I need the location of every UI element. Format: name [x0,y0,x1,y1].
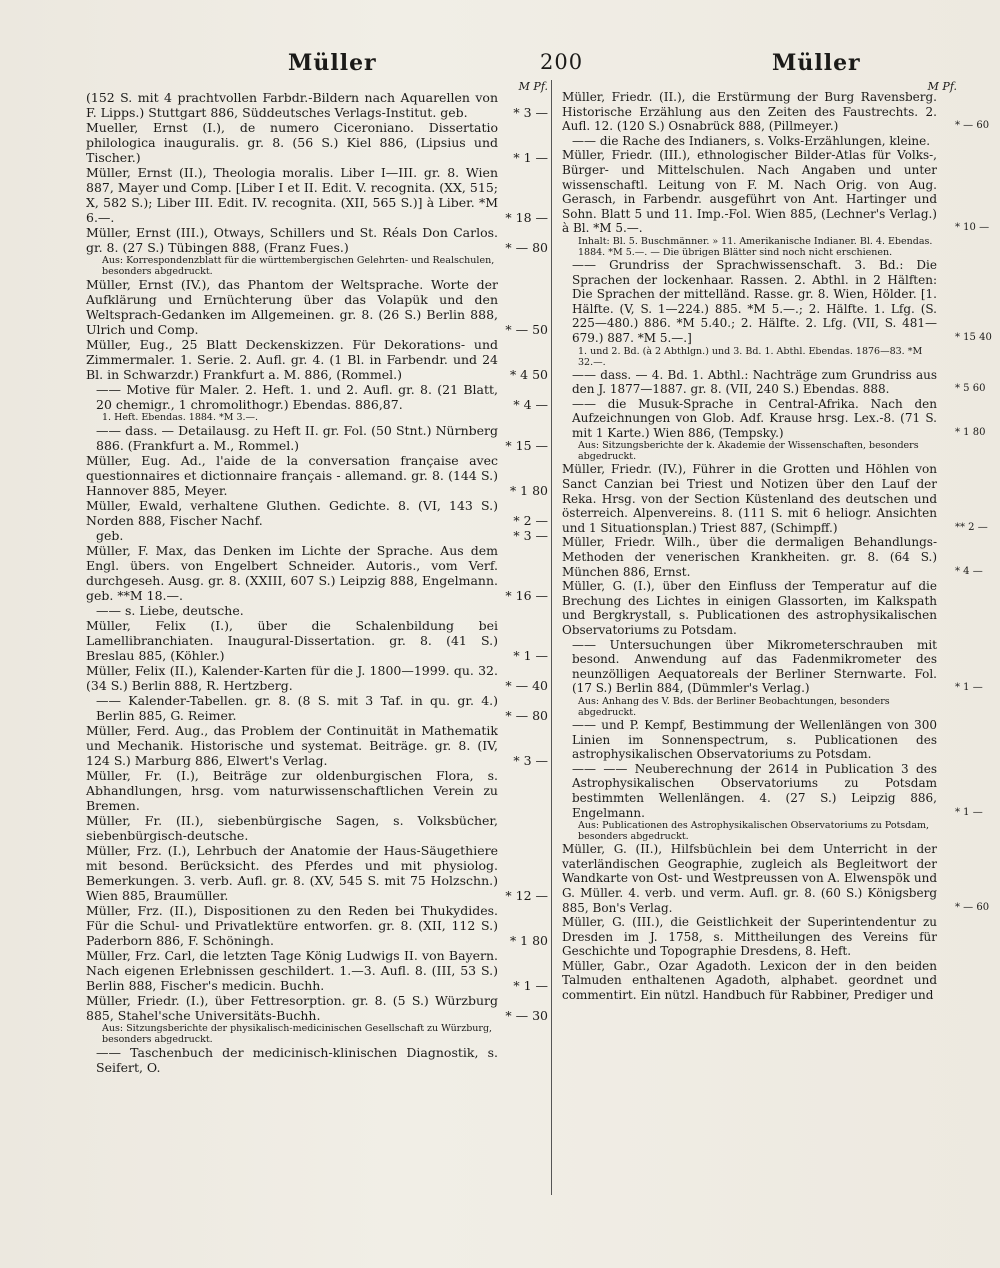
bibliography-entry [86,120,548,165]
bibliography-entry [562,462,988,535]
bibliography-entry [86,768,548,813]
entry-price: * 2 — [513,513,548,528]
entry-price: * 1 80 [509,933,548,948]
entry-price: * 1 — [513,648,548,663]
entry-text: Müller, G. (III.), die Geistlichkeit der Superintendentur zu Dresden im J. 1758, s. Mittheilungen des Vereins für Geschichte und Topographie Dresdens, 8. Heft. [562,915,937,959]
entry-text: —— —— Neuberechnung der 2614 in Publication 3 des Astrophysikalischen Observatoriums zu Potsdam bestimmten Wellenlängen. 4. (27 S.) Leipzig 886, Engelmann. [572,761,937,820]
entry-text: —— Kalender-Tabellen. gr. 8. (8 S. mit 3 Taf. in qu. gr. 4.) Berlin 885, G. Reimer. [96,693,498,723]
entry-text: Müller, Frz. (I.), Lehrbuch der Anatomie der Haus-Säugethiere mit besond. Berücksicht. des Pferdes und mit physiolog. Bemerkungen. 3. verb. Aufl. gr. 8. (XV, 545 S. mit 75 Holzschn.) Wien 885, Braumüller. [86,843,498,903]
entry-price: * 3 — [513,528,548,543]
bibliography-entry [86,277,548,337]
entry-text: Müller, Friedr. Wilh., über die dermaligen Behandlungs-Methoden der venerischen Krankheiten. gr. 8. (64 S.) München 886, Ernst. [562,535,937,579]
bibliography-entry [86,1045,548,1075]
bibliography-entry [562,959,957,1003]
entry-price: * — 60 [955,901,990,913]
entry-text: Müller, Eug., 25 Blatt Deckenskizzen. Für Dekorations- und Zimmermaler. 1. Serie. 2. Aufl. gr. 4. (1 Bl. in Farbendr. und 24 Bl. in Schwarzdr.) Frankfurt a. M. 886, (Rommel.) [86,337,498,382]
entry-text: Müller, Friedr. (III.), ethnologischer Bilder-Atlas für Volks-, Bürger- und Mittelschulen. Nach Angaben und unter wissenschaftl. Leitung von F. M. Nach Orig. von Aug. Gerasch, in Farbendr. ausgeführt von Ant. Hartinger und Sohn. Blatt 5 und 11. Imp.-Fol. Wien 885, (Lechner's Verlag.) à Bl. *M 5.—. [562,148,937,236]
currency-header-left: M Pf. [518,80,548,93]
bibliography-entry [562,148,990,236]
entry-note: Aus: Anhang des V. Bds. der Berliner Beobachtungen, besonders abgedruckt. [578,695,890,718]
bibliography-entry [562,579,957,637]
entry-text: Müller, G. (II.), Hilfsbüchlein bei dem Unterricht in der vaterländischen Geographie, zugleich als Begleitwort der Wandkarte von Ost- und Westpreussen von A. Elwenspök und G. Müller. 4. verb. und verm. Aufl. gr. 8. (60 S.) Königsberg 885, Bon's Verlag. [562,842,937,915]
bibliography-entry [86,225,548,255]
entry-price: * 1 — [513,978,548,993]
entry-note: Aus: Korrespondenzblatt für die württembergischen Gelehrten- und Realschulen, besonders abgedruckt. [102,255,495,277]
bibliography-entry [86,165,548,225]
bibliography-entry [86,543,548,603]
bibliography-entry [86,903,548,948]
entry-text: Müller, F. Max, das Denken im Lichte der Sprache. Aus dem Engl. übers. von Engelbert Schneider. Autoris., vom Verf. durchgeseh. Ausg. gr. 8. (XXIII, 607 S.) Leipzig 888, Engelmann. geb. **M 18.—. [86,543,498,603]
entry-text: —— Motive für Maler. 2. Heft. 1. und 2. Aufl. gr. 8. (21 Blatt, 20 chemigr., 1 chromolithogr.) Ebendas. 886,87. [96,382,498,412]
column-divider [551,80,552,1195]
entry-text: Mueller, Ernst (I.), de numero Ciceroniano. Dissertatio philologica inauguralis. gr. 8. (56 S.) Kiel 886, (Lipsius und Tischer.) [86,120,498,165]
entry-price: * 1 — [955,806,983,818]
bibliography-entry [562,761,983,820]
left-column [86,80,548,1075]
entry-text: geb. [96,528,124,543]
entry-price: * 3 — [513,105,548,120]
bibliography-entry [86,993,548,1023]
bibliography-entry [86,813,548,843]
entry-price: * — 40 [505,678,548,693]
entry-note: 1. Heft. Ebendas. 1884. *M 3.—. [102,412,259,423]
entry-text: Müller, Ewald, verhaltene Gluthen. Gedichte. 8. (VI, 143 S.) Norden 888, Fischer Nachf. [86,498,498,528]
bibliography-entry [562,718,957,762]
entry-price: * 16 — [505,588,548,603]
entry-text: —— und P. Kempf, Bestimmung der Wellenlängen von 300 Linien im Sonnenspectrum, s. Publicationen des astrophysikalischen Observatoriums zu Potsdam. [572,717,937,762]
entry-price: * 15 — [505,438,548,453]
entry-text: —— dass. — 4. Bd. 1. Abthl.: Nachträge zum Grundriss aus den J. 1877—1887. gr. 8. (VII, 240 S.) Ebendas. 888. [572,367,937,397]
entry-price: * — 80 [505,240,548,255]
entry-text: Müller, Felix (I.), über die Schalenbildung bei Lamellibranchiaten. Inaugural-Dissertation. gr. 8. (41 S.) Breslau 885, (Köhler.) [86,618,498,663]
bibliography-entry [562,842,990,915]
bibliography-entry [86,723,548,768]
entry-note: Aus: Sitzungsberichte der k. Akademie der Wissenschaften, besonders abgedruckt. [578,440,919,463]
entry-text: Müller, G. (I.), über den Einfluss der Temperatur auf die Brechung des Lichtes in einigen Glassorten, im Kalkspath und Bergkrystall, s. Publicationen des astrophysikalischen Observatoriums zu Potsdam. [562,579,937,637]
entry-price: * 3 — [513,753,548,768]
entry-text: Müller, Fr. (II.), siebenbürgische Sagen, s. Volksbücher, siebenbürgisch-deutsche. [86,813,498,843]
entry-text: Müller, Fr. (I.), Beiträge zur oldenburgischen Flora, s. Abhandlungen, hrsg. vom naturwissenschaftlichen Verein zu Bremen. [86,768,498,813]
entry-text: —— dass. — Detailausg. zu Heft II. gr. Fol. (50 Stnt.) Nürnberg 886. (Frankfurt a. M., Rommel.) [96,423,498,453]
entry-price: * 10 — [955,222,990,234]
entry-text: Müller, Frz. Carl, die letzten Tage König Ludwigs II. von Bayern. Nach eigenen Erlebnissen geschildert. 1.—3. Aufl. 8. (III, 53 S.) Berlin 888, Fischer's medicin. Buchh. [86,948,498,993]
entry-text: Müller, Ferd. Aug., das Problem der Continuität in Mathematik und Mechanik. Historische und systemat. Beiträge. gr. 8. (IV, 124 S.) Marburg 886, Elwert's Verlag. [86,723,498,768]
entry-price: * — 80 [505,708,548,723]
bibliography-entry [562,90,990,134]
bibliography-entry [562,396,986,441]
entry-text: Müller, Friedr. (II.), die Erstürmung der Burg Ravensberg. Historische Erzählung aus den Zeiten des Faustrechts. 2. Aufl. 12. (120 S.) Osnabrück 888, (Pillmeyer.) [562,90,937,134]
entry-price: * 1 — [513,150,548,165]
bibliography-entry [86,618,548,663]
entry-text: Müller, Felix (II.), Kalender-Karten für die J. 1800—1999. qu. 32. (34 S.) Berlin 888, R. Hertzberg. [86,663,498,693]
bibliography-entry [562,535,983,579]
entry-text: —— die Musuk-Sprache in Central-Afrika. Nach den Aufzeichnungen von Glob. Adf. Krause hrsg. Lex.-8. (71 S. mit 1 Karte.) Wien 886, (Tempsky.) [572,396,937,440]
page-number: 200 [540,50,584,74]
entry-price: * 4 — [955,565,983,577]
bibliography-entry [86,603,548,618]
entry-text: (152 S. mit 4 prachtvollen Farbdr.-Bildern nach Aquarellen von F. Lipps.) Stuttgart 886, Süddeutsches Verlags-Institut. geb. [86,90,498,120]
bibliography-entry [86,90,548,120]
entry-text: —— die Rache des Indianers, s. Volks-Erzählungen, kleine. [572,133,931,148]
entry-price: * — 30 [505,1008,548,1023]
entry-price: * — 60 [955,120,990,132]
bibliography-entry [86,843,548,903]
bibliography-entry [562,257,992,346]
entry-text: —— Grundriss der Sprachwissenschaft. 3. Bd.: Die Sprachen der lockenhaar. Rassen. 2. Abthl. in 2 Hälften: Die Sprachen der mittelländ. Rasse. gr. 8. Wien, Hölder. [1. Hälfte. (V, S. 1—224.) 885. *M 5.—.; 2. Hälfte. 1. Lfg. (S. 225—480.) 886. *M 5.40.; 2. Hälfte. 2. Lfg. (VII, S. 481—679.) 887. *M 5.—.] [572,257,937,345]
entry-note: Aus: Publicationen des Astrophysikalischen Observatoriums zu Potsdam, besonders abgedruckt. [578,820,930,843]
entry-text: —— s. Liebe, deutsche. [96,603,244,618]
entry-text: Müller, Ernst (IV.), das Phantom der Weltsprache. Worte der Aufklärung und Ernüchterung über das Volapük und den Weltsprach-Gedanken im Allgemeinen. gr. 8. (26 S.) Berlin 888, Ulrich und Comp. [86,277,498,337]
entry-text: Müller, Friedr. (I.), über Fettresorption. gr. 8. (5 S.) Würzburg 885, Stahel'sche Universitäts-Buchh. [86,993,498,1023]
bibliography-entry [86,693,548,723]
bibliography-entry [86,423,548,453]
entry-price: * 1 — [955,682,983,694]
bibliography-entry [86,528,548,543]
entry-note: Inhalt: Bl. 5. Buschmänner. » 11. Amerikanische Indianer. Bl. 4. Ebendas. 1884. *M 5.—. — Die übrigen Blätter sind noch nicht erschienen. [578,235,933,258]
bibliography-entry [86,337,548,382]
bibliography-entry [562,367,986,397]
bibliography-entry [86,498,548,528]
entry-text: —— Taschenbuch der medicinisch-klinischen Diagnostik, s. Seifert, O. [96,1045,498,1075]
entry-price: * 4 50 [509,367,548,382]
entry-price: * 4 — [513,397,548,412]
bibliography-entry [562,637,983,696]
bibliography-entry [86,948,548,993]
entry-price: * 5 60 [955,383,986,395]
bibliography-entry [86,382,548,412]
entry-text: Müller, Eug. Ad., l'aide de la conversation française avec questionnaires et dictionnaire français - allemand. gr. 8. (144 S.) Hannover 885, Meyer. [86,453,498,498]
entry-text: Müller, Friedr. (IV.), Führer in die Grotten und Höhlen von Sanct Canzian bei Triest und Notizen über den Lauf der Reka. Hrsg. von der Section Küstenland des deutschen und österreich. Alpenvereins. 8. (111 S. mit 6 heliogr. Ansichten und 1 Situationsplan.) Triest 887, (Schimpff.) [562,462,937,535]
page-header [0,50,1000,80]
entry-text: Müller, Frz. (II.), Dispositionen zu den Reden bei Thukydides. Für die Schul- und Privatlektüre entworfen. gr. 8. (XII, 112 S.) Paderborn 886, F. Schöningh. [86,903,498,948]
entry-price: * — 50 [505,322,548,337]
bibliography-entry [562,134,957,149]
entry-price: ** 2 — [955,521,988,533]
entry-text: Müller, Ernst (III.), Otways, Schillers und St. Réals Don Carlos. gr. 8. (27 S.) Tübingen 888, (Franz Fues.) [86,225,498,255]
entry-text: Müller, Gabr., Ozar Agadoth. Lexicon der in den beiden Talmuden enthaltenen Agadoth, alphabet. geordnet und commentirt. Ein nützl. Handbuch für Rabbiner, Prediger und [562,958,937,1003]
entry-text: Müller, Ernst (II.), Theologia moralis. Liber I—III. gr. 8. Wien 887, Mayer und Comp. [Liber I et II. Edit. V. recognita. (XX, 515; X, 582 S.); Liber III. Edit. IV. recognita. (XII, 565 S.)] à Liber. *M 6.—. [86,165,498,225]
right-column [562,80,992,1003]
bibliography-entry [86,453,548,498]
entry-price: * 1 80 [955,426,986,438]
entry-note: Aus: Sitzungsberichte der physikalisch-medicinischen Gesellschaft zu Würzburg, besonders abgedruckt. [102,1023,493,1045]
entry-price: * 12 — [505,888,548,903]
running-head-right: Müller [772,50,861,76]
entry-price: * 15 40 [955,331,992,343]
running-head-left: Müller [288,50,377,76]
entry-price: * 18 — [505,210,548,225]
entry-price: * 1 80 [509,483,548,498]
currency-header-right: M Pf. [927,80,957,93]
entry-text: —— Untersuchungen über Mikrometerschrauben mit besond. Anwendung auf das Fadenmikrometer des neunzölligen Aequatoreals der Berliner Sternwarte. Fol. (17 S.) Berlin 884, (Dümmler's Verlag.) [572,637,937,696]
bibliography-entry [562,915,957,959]
bibliography-entry [86,663,548,693]
entry-note: 1. und 2. Bd. (à 2 Abthlgn.) und 3. Bd. 1. Abthl. Ebendas. 1876—83. *M 32.—. [578,345,923,368]
